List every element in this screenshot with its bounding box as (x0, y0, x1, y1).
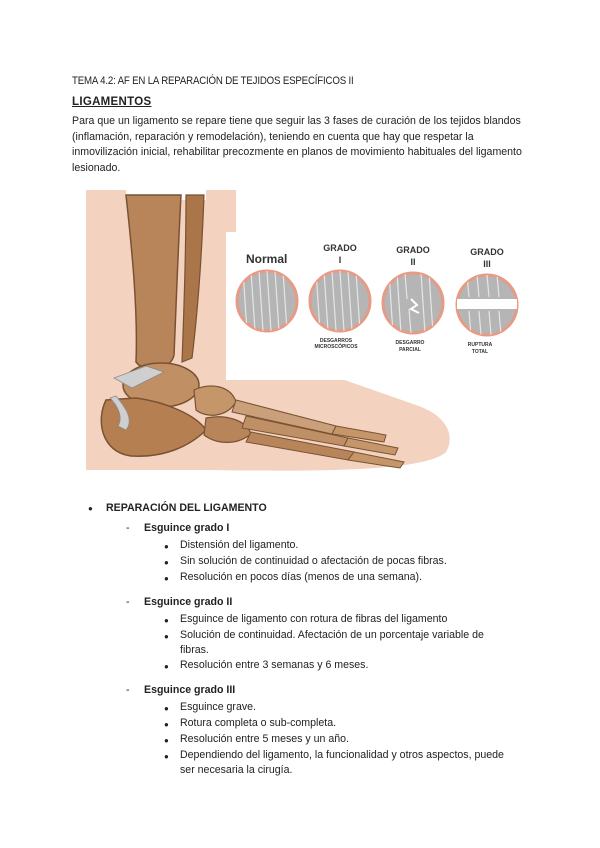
list-item-text: Distensión del ligamento. (180, 539, 299, 551)
grade1-title: Esguince grado I (144, 522, 230, 534)
bullet-icon: ● (164, 704, 169, 713)
grade1-title-row (126, 522, 528, 534)
list-item-text: Resolución entre 3 semanas y 6 meses. (180, 659, 369, 671)
grade3-title-row (126, 684, 528, 696)
bullet-icon: ● (164, 662, 169, 671)
bullet-icon: ● (88, 504, 93, 513)
repair-list (88, 502, 528, 788)
section-title: LIGAMENTOS (72, 96, 152, 108)
label-grado2-a: GRADO (396, 245, 430, 255)
label-grado3-b: III (483, 259, 491, 269)
label-grado1-b: I (338, 255, 342, 265)
caption-grado3-a: RUPTURA (467, 342, 493, 348)
list-item (164, 570, 528, 586)
circle-grado3 (457, 275, 517, 335)
list-item-text: Solución de continuidad. Afectación de un porcentaje variable de fibras. (180, 629, 484, 656)
list-heading: REPARACIÓN DEL LIGAMENTO (106, 502, 267, 514)
grade3-group (88, 684, 528, 778)
list-heading-item (88, 502, 528, 514)
dash-icon: - (126, 522, 130, 534)
list-item (164, 732, 528, 748)
bullet-icon: ● (164, 542, 169, 551)
list-item-text: Esguince de ligamento con rotura de fibras del ligamento (180, 613, 448, 625)
label-grado1-a: GRADO (323, 243, 357, 253)
bullet-icon: ● (164, 632, 169, 641)
list-item-text: Resolución entre 5 meses y un año. (180, 733, 350, 745)
intro-paragraph: Para que un ligamento se repare tiene que seguir las 3 fases de curación de los tejidos blandos (inflamación, reparación y remodelación), teniendo en cuenta que hay que respetar la inmovilización inicial, rehabilitar precozmente en planos de movimiento habituales del ligamento lesionado. (72, 115, 522, 175)
label-grado2-b: II (410, 257, 416, 267)
list-item (164, 554, 528, 570)
grade1-group (88, 522, 528, 586)
list-item-text: Rotura completa o sub-completa. (180, 717, 337, 729)
list-item (164, 748, 528, 778)
list-item-text: Esguince grave. (180, 701, 256, 713)
list-item (164, 716, 528, 732)
circle-grado2 (383, 273, 443, 333)
bullet-icon: ● (164, 736, 169, 745)
caption-grado2-a: DESGARRO (395, 340, 425, 346)
label-normal: Normal (246, 252, 288, 266)
dash-icon: - (126, 684, 130, 696)
caption-grado2-b: PARCIAL (399, 347, 421, 353)
topic-header: TEMA 4.2: AF EN LA REPARACIÓN DE TEJIDOS ESPECÍFICOS II (72, 75, 354, 87)
grade3-title: Esguince grado III (144, 684, 236, 696)
list-item-text: Sin solución de continuidad o afectación de pocas fibras. (180, 555, 447, 567)
bullet-icon: ● (164, 752, 169, 761)
bullet-icon: ● (164, 616, 169, 625)
grade2-title-row (126, 596, 528, 608)
list-item (164, 612, 528, 628)
grade2-title: Esguince grado II (144, 596, 233, 608)
list-item (164, 538, 528, 554)
list-item-text: Dependiendo del ligamento, la funcionalidad y otros aspectos, puede ser necesaria la cirugía. (180, 749, 504, 776)
bullet-icon: ● (164, 574, 169, 583)
circle-normal (237, 271, 297, 331)
bullet-icon: ● (164, 558, 169, 567)
list-item (164, 628, 528, 658)
circle-grado1 (310, 271, 370, 331)
grade2-group (88, 596, 528, 674)
ligament-injury-figure (86, 190, 530, 476)
bullet-icon: ● (164, 720, 169, 729)
list-item (164, 700, 528, 716)
ankle-illustration (86, 190, 530, 476)
list-item (164, 658, 528, 674)
caption-grado1-a: DESGARROS (319, 338, 353, 344)
label-grado3-a: GRADO (470, 247, 504, 257)
caption-grado1-b: MICROSCÓPICOS (314, 344, 358, 350)
caption-grado3-b: TOTAL (471, 349, 489, 355)
list-item-text: Resolución en pocos días (menos de una semana). (180, 571, 423, 583)
dash-icon: - (126, 596, 130, 608)
